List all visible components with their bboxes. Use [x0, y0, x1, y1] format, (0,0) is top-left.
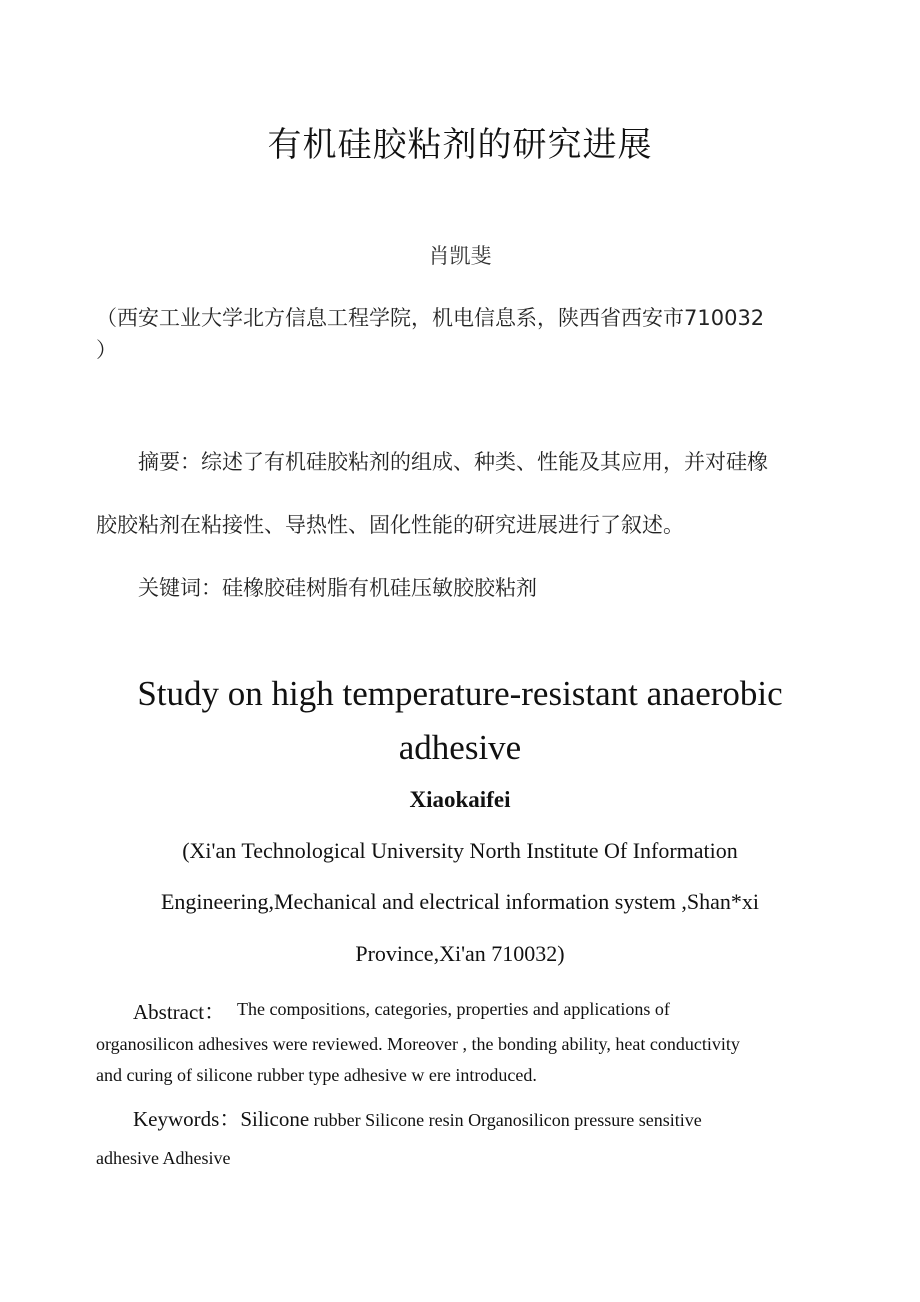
english-keywords-first: Silicone	[240, 1107, 310, 1131]
chinese-keywords: 关键词：硅橡胶硅树脂有机硅压敏胶胶粘剂	[138, 576, 537, 600]
english-keywords-line2: adhesive Adhesive	[96, 1148, 231, 1168]
english-affiliation-line2: Engineering,Mechanical and electrical information system ,Shan*xi	[160, 889, 760, 914]
english-author: Xiaokaifei	[409, 787, 511, 812]
english-keywords-rest: rubber Silicone resin Organosilicon pressure sensitive	[309, 1110, 702, 1130]
chinese-abstract-line2: 胶胶粘剂在粘接性、导热性、固化性能的研究进展进行了叙述。	[96, 513, 684, 537]
english-affiliation-line3: Province,Xi'an 710032)	[355, 941, 565, 966]
english-keywords-label: Keywords：	[133, 1107, 241, 1131]
chinese-affiliation-line2: ）	[96, 338, 117, 362]
english-affiliation-line1: (Xi'an Technological University North Institute Of Information	[182, 838, 738, 863]
english-abstract-label: Abstract：	[133, 1000, 226, 1024]
english-title-line1: Study on high temperature-resistant anaerobic	[137, 674, 783, 713]
english-keywords-line1	[133, 1103, 702, 1133]
chinese-abstract-line1: 摘要：综述了有机硅胶粘剂的组成、种类、性能及其应用，并对硅橡	[138, 450, 768, 474]
english-title-line2: adhesive	[398, 728, 522, 767]
english-abstract-line2: organosilicon adhesives were reviewed. Moreover , the bonding ability, heat conductivity	[96, 1034, 740, 1054]
english-abstract-line3: and curing of silicone rubber type adhesive w ere introduced.	[96, 1065, 537, 1085]
english-abstract-line1: The compositions, categories, properties and applications of	[237, 999, 670, 1019]
chinese-author: 肖凯斐	[428, 244, 492, 268]
chinese-affiliation-line1: （西安工业大学北方信息工程学院，机电信息系，陕西省西安市710032	[96, 306, 765, 330]
chinese-title: 有机硅胶粘剂的研究进展	[267, 125, 653, 165]
